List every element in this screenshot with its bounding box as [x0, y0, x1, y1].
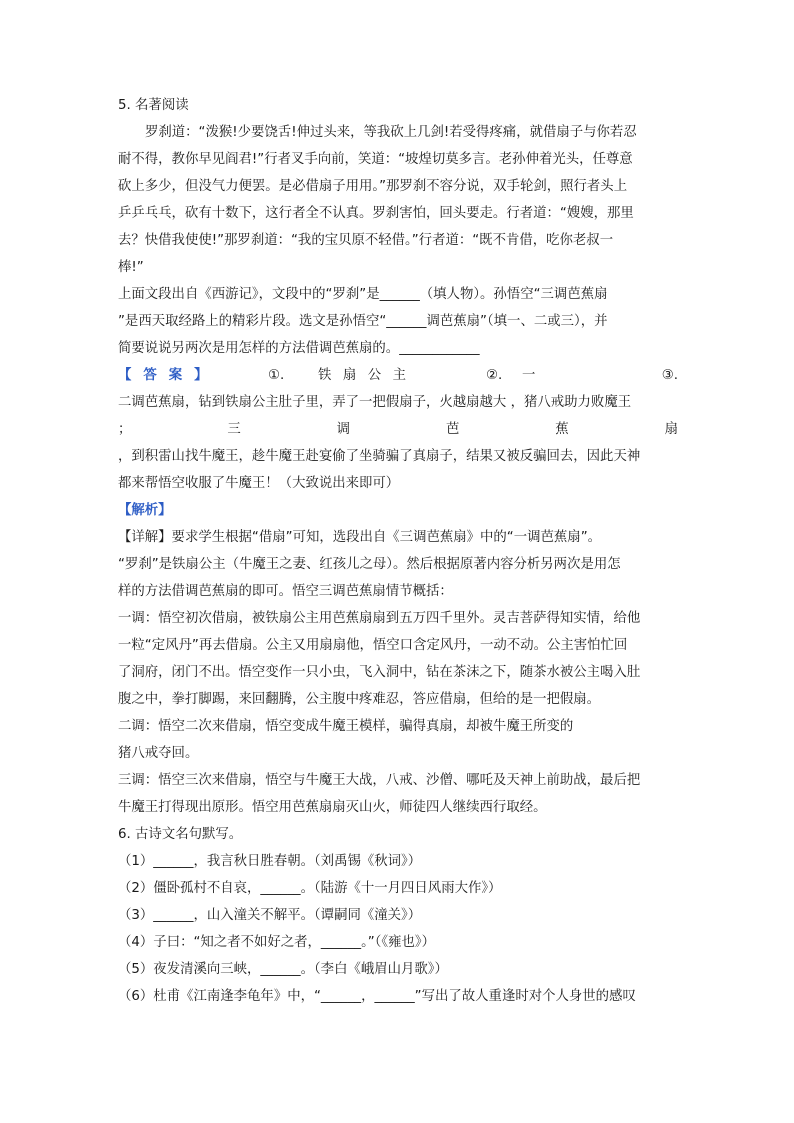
- q6-item: （2）僵卧孤村不自哀，______。（陆游《十一月四日风雨大作》）: [118, 881, 502, 896]
- answer-line-2: 二调芭蕉扇，钻到铁扇公主肚子里，弄了一把假扇子，火越扇越大 ，猪八戒助力败魔王: [118, 395, 632, 410]
- detail-line: 了洞府，闭门不出。悟空变作一只小虫，飞入洞中，钻在茶沫之下，随茶水被公主喝入肚: [118, 665, 641, 680]
- analysis-tag: 【解析】: [118, 503, 172, 518]
- detail-line: “罗刹”是铁扇公主（牛魔王之妻、红孩儿之母）。然后根据原著内容分析另两次是用怎: [118, 557, 621, 572]
- q6-heading: 6. 古诗文名句默写。: [118, 827, 243, 842]
- answer-1-char: 公: [367, 368, 382, 383]
- q6-item: （6）杜甫《江南逢李龟年》中，“______，______”写出了故人重逢时对个人身世的感叹: [118, 989, 636, 1004]
- answer-line-3: [118, 416, 678, 443]
- q5-question: [118, 281, 678, 362]
- answer-3-char: 三: [227, 422, 241, 437]
- answer-marker-1: ①.: [268, 368, 285, 383]
- detail-line: 一调：悟空初次借扇，被铁扇公主用芭蕉扇扇到五万四千里外。灵吉菩萨得知实情，给他: [118, 611, 641, 626]
- detail-line: 一粒“定风丹”再去借扇。公主又用扇扇他，悟空口含定风丹，一动不动。公主害怕忙回: [118, 638, 628, 653]
- passage-line: 棒!”: [118, 260, 144, 275]
- answer-marker-3: ③.: [661, 368, 678, 383]
- q6-item: （4）子曰：“知之者不如好之者，______。”（《雍也》）: [118, 935, 435, 950]
- q5-answer: [118, 362, 678, 497]
- q5-detail: [118, 524, 678, 821]
- detail-line: 样的方法借调芭蕉扇的即可。悟空三调芭蕉扇情节概括：: [118, 584, 453, 599]
- question-line: 上面文段出自《西游记》，文段中的“罗刹”是______（填人物）。孙悟空“三调芭蕉扇: [118, 287, 608, 302]
- passage-line: 乒乒乓乓，砍有十数下，这行者全不认真。罗刹害怕，回头要走。行者道：“嫂嫂，那里: [118, 206, 634, 221]
- detail-line: 牛魔王打得现出原形。悟空用芭蕉扇扇灭山火，师徒四人继续西行取经。: [118, 800, 547, 815]
- passage-line: 罗刹道：“泼猴!少要饶舌!伸过头来，等我砍上几剑!若受得疼痛，就借扇子与你若忍: [145, 125, 637, 140]
- detail-line: 猪八戒夺回。: [118, 746, 199, 761]
- answer-1-char: 扇: [342, 368, 357, 383]
- q5-heading: 5. 名著阅读: [118, 98, 189, 113]
- answer-2: 一: [522, 368, 536, 383]
- q6-items: [118, 848, 678, 1010]
- answer-1-char: 主: [392, 368, 406, 383]
- answer-marker-2: ②.: [486, 368, 503, 383]
- answer-3-char: 芭: [445, 422, 460, 437]
- q6-item: （1）______，我言秋日胜春朝。（刘禹锡《秋词》）: [118, 854, 422, 869]
- answer-1-char: 铁: [318, 368, 332, 383]
- answer-line-4: ，到积雷山找牛魔王，趁牛魔王赴宴偷了坐骑骗了真扇子，结果又被反骗回去，因此天神: [118, 449, 641, 464]
- question-line: 简要说说另两次是用怎样的方法借调芭蕉扇的。____________: [118, 341, 480, 356]
- detail-line: 二调：悟空二次来借扇，悟空变成牛魔王模样，骗得真扇，却被牛魔王所变的: [118, 719, 574, 734]
- answer-3-char: 调: [336, 422, 351, 437]
- answer-3-char: ；: [118, 422, 132, 437]
- document-page: [118, 92, 678, 1010]
- passage-line: 砍上多少，但没气力便罢。是必借扇子用用。”那罗刹不容分说，双手轮剑，照行者头上: [118, 179, 628, 194]
- question-line: ”是西天取经路上的精彩片段。选文是孙悟空“______调芭蕉扇”（填一、二或三），并: [118, 314, 608, 329]
- answer-3-char: 蕉: [555, 422, 569, 437]
- answer-line-5: 都来帮悟空收服了牛魔王！（大致说出来即可）: [118, 476, 400, 491]
- q6-item: （5）夜发清溪向三峡，______。（李白《峨眉山月歌》）: [118, 962, 448, 977]
- q5-passage: [118, 119, 678, 281]
- q6-item: （3）______，山入潼关不解平。（谭嗣同《潼关》）: [118, 908, 422, 923]
- detail-line: 【详解】要求学生根据“借扇”可知，选段出自《三调芭蕉扇》中的“一调芭蕉扇”。: [118, 530, 602, 545]
- answer-line-1: [118, 362, 678, 389]
- detail-line: 腹之中，拳打脚踢，来回翻腾，公主腹中疼难忍，答应借扇，但给的是一把假扇。: [118, 692, 601, 707]
- answer-3-char: 扇: [664, 422, 678, 437]
- passage-line: 去？快借我使使!”那罗刹道：“我的宝贝原不轻借。”行者道：“既不肯借，吃你老叔一: [118, 233, 614, 248]
- answer-1: [318, 362, 406, 389]
- answer-tag: 【答案】: [118, 368, 220, 383]
- detail-line: 三调：悟空三次来借扇，悟空与牛魔王大战，八戒、沙僧、哪吒及天神上前助战，最后把: [118, 773, 641, 788]
- passage-line: 耐不得，教你早见阎君!”行者叉手向前，笑道：“坡煌切莫多言。老孙伸着光头，任尊意: [118, 152, 633, 167]
